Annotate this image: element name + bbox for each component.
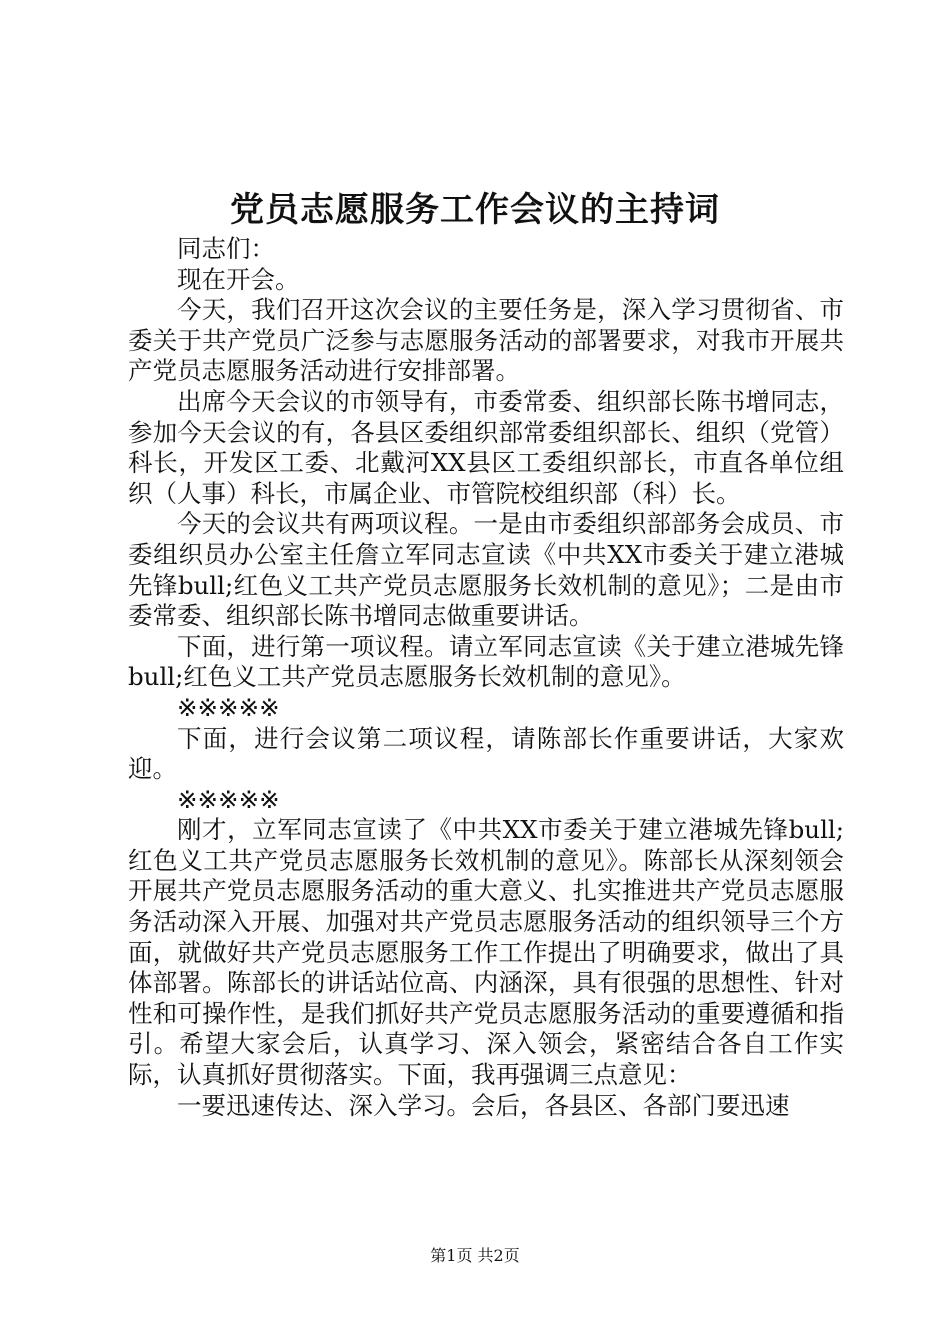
paragraph-opening: 现在开会。	[177, 264, 300, 294]
paragraph-first-point: 一要迅速传达、深入学习。会后，各县区、各部门要迅速	[177, 1090, 790, 1120]
paragraph-separator: ※※※※※	[177, 692, 280, 722]
paragraph-purpose: 今天，我们召开这次会议的主要任务是，深入学习贯彻省、市委关于共产党员广泛参与志愿服务活动的部署要求，对我市开展共产党员志愿服务活动进行安排部署。	[128, 295, 844, 386]
paragraph-greeting: 同志们：	[177, 234, 275, 263]
document-body	[128, 234, 844, 1121]
paragraph-attendees: 出席今天会议的市领导有，市委常委、组织部长陈书增同志，参加今天会议的有，各县区委组织部常委组织部长、组织（党管）科长，开发区工委、北戴河XX县区工委组织部长，市直各单位组织（人事）科长，市属企业、市管院校组织部（科）长。	[128, 386, 844, 508]
paragraph-separator: ※※※※※	[177, 784, 280, 814]
paragraph-second-item: 下面，进行会议第二项议程，请陈部长作重要讲话，大家欢迎。	[128, 723, 844, 784]
document-title: 党员志愿服务工作会议的主持词	[230, 190, 720, 230]
paragraph-first-item: 下面，进行第一项议程。请立军同志宣读《关于建立港城先锋bull;红色义工共产党员志愿服务长效机制的意见》。	[128, 631, 844, 692]
paragraph-agenda: 今天的会议共有两项议程。一是由市委组织部部务会成员、市委组织员办公室主任詹立军同志宣读《中共XX市委关于建立港城先锋bull;红色义工共产党员志愿服务长效机制的意见》；二是由市委常委、组织部长陈书增同志做重要讲话。	[128, 509, 844, 631]
paragraph-summary: 刚才，立军同志宣读了《中共XX市委关于建立港城先锋bull;红色义工共产党员志愿服务长效机制的意见》。陈部长从深刻领会开展共产党员志愿服务活动的重大意义、扎实推进共产党员志愿服务活动深入开展、加强对共产党员志愿服务活动的组织领导三个方面，就做好共产党员志愿服务工作工作提出了明确要求，做出了具体部署。陈部长的讲话站位高、内涵深，具有很强的思想性、针对性和可操作性，是我们抓好共产党员志愿服务活动的重要遵循和指引。希望大家会后，认真学习、深入领会，紧密结合各自工作实际，认真抓好贯彻落实。下面，我再强调三点意见：	[128, 815, 844, 1090]
page-footer: 第1页 共2页	[430, 1246, 520, 1265]
